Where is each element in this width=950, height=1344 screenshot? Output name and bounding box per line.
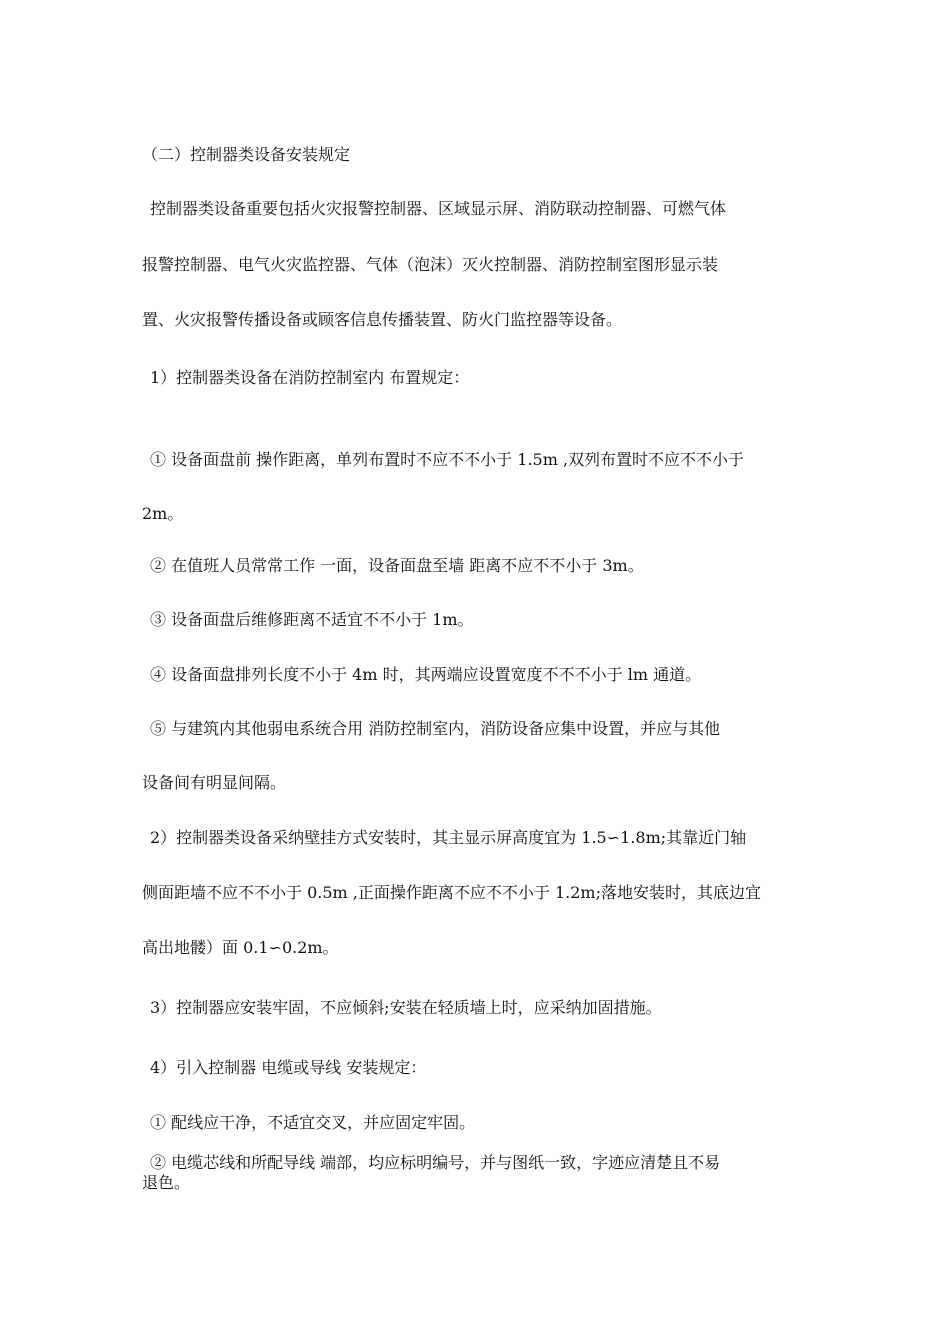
item2-line-1: 2）控制器类设备采纳壁挂方式安装时，其主显示屏高度宜为 1.5∽1.8m;其靠近门轴 [150,828,747,847]
item4-point2-line-1: ② 电缆芯线和所配导线 端部，均应标明编号，并与图纸一致，字迹应清楚且不易 [150,1153,721,1172]
item1-point5-line-2: 设备间有明显间隔。 [142,773,287,792]
item2-line-3: 高出地髅）面 0.1∽0.2m。 [142,938,339,957]
intro-line-3: 置、火灾报警传播设备或顾客信息传播装置、防火门监控器等设备。 [142,310,623,329]
item1-point3: ③ 设备面盘后维修距离不适宜不不小于 1m。 [150,610,474,629]
section-heading: （二）控制器类设备安装规定 [142,145,351,164]
item1-point2: ② 在值班人员常常工作 一面，设备面盘至墙 距离不应不不小于 3m。 [150,556,644,575]
item4-point1: ① 配线应干净，不适宜交叉，并应固定牢固。 [150,1113,476,1132]
intro-line-1: 控制器类设备重要包括火灾报警控制器、区域显示屏、消防联动控制器、可燃气体 [150,199,727,218]
item4-point2-line-2: 退色。 [142,1173,191,1192]
item1-point4: ④ 设备面盘排列长度不小于 4m 时，其两端应设置宽度不不不小于 lm 通道。 [150,665,702,684]
item1-point5-line-1: ⑤ 与建筑内其他弱电系统合用 消防控制室内，消防设备应集中设置，并应与其他 [150,719,721,738]
item2-line-2: 侧面距墙不应不不小于 0.5m ,正面操作距离不应不不小于 1.2m;落地安装时，其底边宜 [142,883,761,902]
item1-point1-line-2: 2m。 [142,504,184,523]
item1-point1-line-1: ① 设备面盘前 操作距离，单列布置时不应不不小于 1.5m ,双列布置时不应不不小于 [150,450,745,469]
item1-title: 1）控制器类设备在消防控制室内 布置规定： [150,368,470,387]
item3-text: 3）控制器应安装牢固，不应倾斜;安装在轻质墙上时，应采纳加固措施。 [150,998,662,1017]
intro-line-2: 报警控制器、电气火灾监控器、气体（泡沫）灭火控制器、消防控制室图形显示装 [142,255,719,274]
item4-title: 4）引入控制器 电缆或导线 安装规定： [150,1058,427,1077]
